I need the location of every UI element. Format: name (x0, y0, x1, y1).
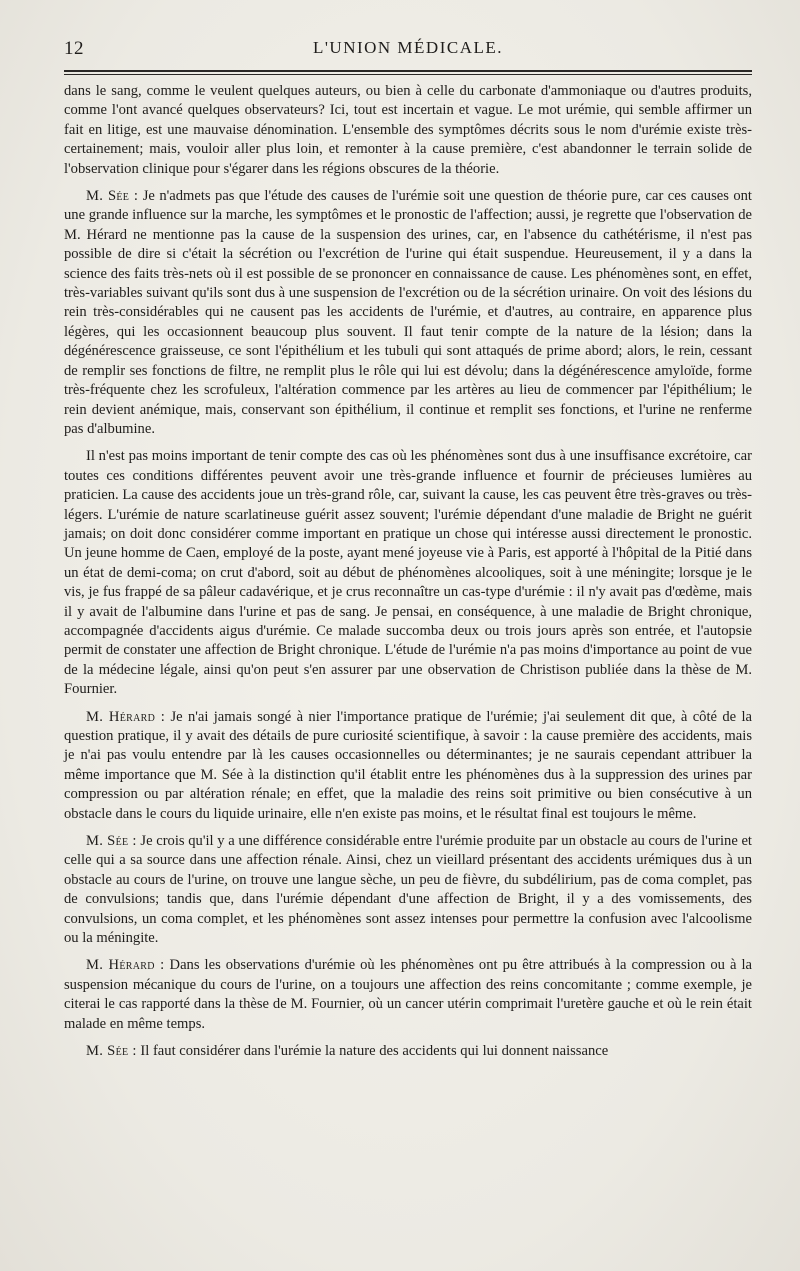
speaker-name: M. Sée : (86, 833, 137, 850)
page-header (64, 32, 752, 62)
speaker-name: M. Hérard : (86, 957, 165, 974)
paragraph-text: Je n'admets pas que l'étude des causes de l'urémie soit une question de théorie pure, car ces causes ont une grande influence sur la marche, les symptômes et le pronostic de l'affection; aussi, je regrette que l'observation de M. Hérard ne mentionne pas la cause de la suspension des urines, car, en l'absence du cathétérisme, il n'est pas possible de dire si c'était la sécrétion ou l'excrétion de l'urine qui était suspendue. Heureusement, il y a dans la science des faits très-nets où il est possible de se prononcer en connaissance de cause. Les phénomènes sont, en effet, très-variables suivant qu'ils sont dus à une suspension de l'excrétion ou de la sécrétion urinaire. On voit des lésions du rein très-considérables qui ne causent pas les accidents de l'urémie, et d'autres, au contraire, en apparence plus légères, qui les occasionnent beaucoup plus souvent. Il faut tenir compte de la nature de la lésion; dans la dégénérescence graisseuse, ce sont l'épithélium et les tubuli qui sont attaqués de prime abord; alors, le rein, cessant de remplir ses fonctions de filtre, ne remplit plus le rôle qui lui est dévolu; dans la dégénérescence amyloïde, forme très-fréquente chez les scrofuleux, l'altération commence par les artères au lieu de commencer par l'épithélium; le rein devient anémique, mais, conservant son épithélium, il continue et remplit ses fonctions, et l'urine ne renferme pas d'albumine. (64, 188, 752, 437)
speaker-name: M. Sée : (86, 188, 139, 205)
running-title: L'UNION MÉDICALE. (312, 38, 504, 57)
paragraph (64, 1042, 752, 1061)
speaker-name: M. Hérard : (86, 708, 166, 725)
paragraph (64, 82, 752, 179)
body-text (64, 82, 752, 1070)
paragraph-text: Dans les observations d'urémie où les phénomènes ont pu être attribués à la compression ou à la suspension mécanique du cours de l'urine, on a toujours une affection des reins concomitante ; comme exemple, je citerai le cas rapporté dans la thèse de M. Fournier, où un cancer utérin comprimait l'uretère gauche et où le rein était malade en même temps. (64, 957, 752, 1032)
speaker-name: M. Sée : (86, 1043, 137, 1060)
paragraph (64, 956, 752, 1034)
page-number: 12 (64, 38, 84, 59)
paragraph (64, 187, 752, 439)
paragraph (64, 832, 752, 948)
header-rule (64, 70, 752, 72)
paragraph-text: Il n'est pas moins important de tenir compte des cas où les phénomènes sont dus à une insuffisance excrétoire, car toutes ces conditions différentes peuvent avoir une très-grande influence et fournir de précieuses lumières au praticien. La cause des accidents joue un très-grand rôle, car, suivant la cause, les cas peuvent être très-graves ou très-légers. L'urémie de nature scarlatineuse guérit assez souvent; l'urémie dépendant d'une maladie de Bright ne guérit jamais; on doit donc considérer comme important en pratique un chose qui intéresse aussi directement le pronostic. Un jeune homme de Caen, employé de la poste, ayant mené joyeuse vie à Paris, est apporté à l'hôpital de la Pitié dans un état de demi-coma; on crut d'abord, soit au début de phénomènes alcooliques, soit à une méningite; lorsque je le vis, je fus frappé de sa pâleur cadavérique, et je crus reconnaître un cas-type d'urémie : il n'y avait pas d'œdème, mais il y avait de l'albumine dans l'urine et pas de sang. Je pensai, en conséquence, à une maladie de Bright chronique, accompagnée d'accidents aigus d'urémie. Ce malade succomba deux ou trois jours après son entrée, et l'autopsie permit de constater une affection de Bright chronique. L'étude de l'urémie n'a pas moins d'importance au point de vue de la médecine légale, ainsi qu'on peut s'en assurer par une observation de Christison publiée dans la thèse de M. Fournier. (64, 448, 752, 698)
paragraph (64, 447, 752, 699)
paragraph-text: Je crois qu'il y a une différence considérable entre l'urémie produite par un obstacle au cours de l'urine et celle qui a sa source dans une affection rénale. Ainsi, chez un vieillard présentant des accidents urémiques dus à un obstacle au cours de l'urine, on trouve une langue sèche, un peu de fièvre, du subdélirium, pas de coma complet, pas de convulsions; tandis que, dans l'urémie dépendant d'une affection de Bright, il y a des vomissements, des convulsions, un coma complet, et les phénomènes sont assez intenses pour permettre la confusion avec l'alcoolisme ou la méningite. (64, 833, 752, 947)
paragraph (64, 708, 752, 824)
paragraph-text: dans le sang, comme le veulent quelques auteurs, ou bien à celle du carbonate d'ammoniaque ou d'autres produits, comme l'ont avancé quelques observateurs? Ici, tout est incertain et vague. Le mot urémie, qui semble affirmer un fait en litige, est une mauvaise dénomination. L'ensemble des symptômes décrits sous le nom d'urémie existe très-certainement; mais, vouloir aller plus loin, et remonter à la cause première, c'est abandonner le terrain solide de l'observation clinique pour s'égarer dans les régions obscures de la théorie. (64, 83, 752, 177)
paragraph-text: Il faut considérer dans l'urémie la nature des accidents qui lui donnent naissance (140, 1043, 609, 1060)
header-rule-thin (64, 74, 752, 75)
paragraph-text: Je n'ai jamais songé à nier l'importance pratique de l'urémie; j'ai seulement dit que, à côté de la question pratique, il y avait des détails de pure curiosité scientifique, à savoir : la cause première des accidents, mais je n'ai pas voulu entendre par là les causes occasionnelles ou déterminantes; je ne saurais cependant attribuer la même importance que M. Sée à la distinction qu'il établit entre les phénomènes dus à la suppression des urines par compression ou par altération rénale; en effet, que la maladie des reins soit primitive ou bien consécutive à un obstacle dans le cours du liquide urinaire, elle n'en existe pas moins, et le résultat final est toujours le même. (64, 708, 752, 822)
